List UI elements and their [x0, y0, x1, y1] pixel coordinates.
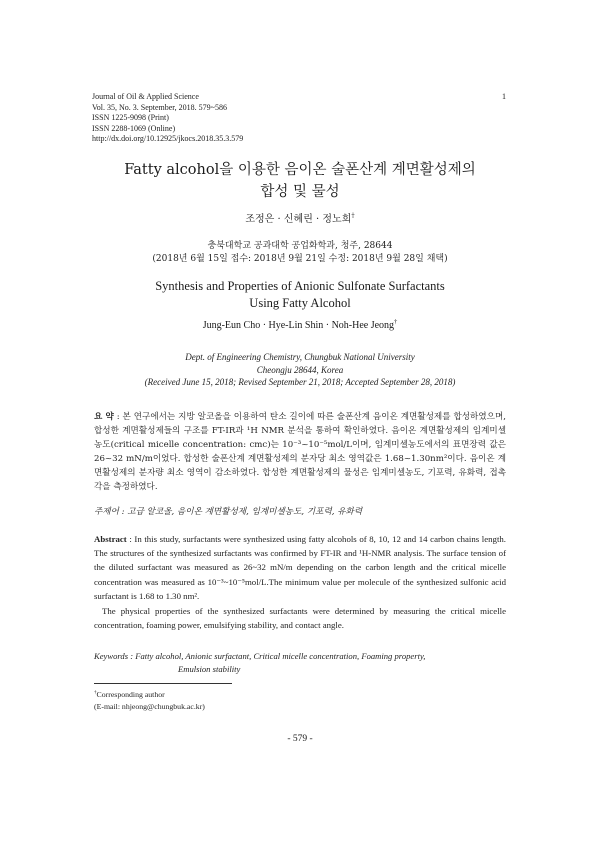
keywords-english-line2: Emulsion stability	[178, 664, 241, 674]
title-english-line2: Using Fatty Alcohol	[249, 296, 351, 310]
doi-link[interactable]: http://dx.doi.org/10.12925/jkocs.2018.35.3.579	[92, 134, 244, 143]
authors-english-text: Jung-Eun Cho · Hye-Lin Shin · Noh-Hee Jeong	[202, 320, 395, 331]
footnote-corresponding: Corresponding author	[96, 690, 165, 699]
abstract-korean-label: 요 약	[94, 412, 114, 422]
abstract-english-para2: The physical properties of the synthesized surfactants were determined by measuring the critical micelle concentration, foaming power, emulsifying stability, and contact angle.	[94, 606, 506, 631]
footnote-divider	[94, 683, 232, 684]
dagger-mark: †	[351, 211, 355, 220]
affiliation-korean-line1: 충북대학교 공과대학 공업화학과, 청주, 28644	[207, 241, 393, 251]
page-footer-number: - 579 -	[287, 734, 313, 744]
authors-korean	[0, 210, 600, 225]
keywords-english-line1: Keywords : Fatty alcohol, Anionic surfactant, Critical micelle concentration, Foaming property,	[94, 651, 426, 661]
abstract-english-label: Abstract	[94, 534, 127, 544]
journal-name: Journal of Oil & Applied Science	[92, 92, 199, 101]
footnote-dagger: †	[94, 689, 97, 696]
keywords-english	[94, 650, 506, 676]
authors-korean-text: 조정은 · 신혜린 · 정노희	[245, 214, 352, 225]
header-page-number: 1	[502, 92, 506, 101]
title-english	[0, 278, 600, 312]
affiliation-english	[0, 351, 600, 389]
title-korean-line2: 합성 및 물성	[260, 184, 340, 200]
affiliation-korean	[0, 240, 600, 266]
abstract-english	[94, 532, 506, 632]
abstract-korean-text: : 본 연구에서는 지방 알코올을 이용하여 탄소 길이에 따른 술폰산계 음이온 계면활성제를 합성하였으며, 합성한 계면활성제들의 구조를 FT-IR과 ¹H NMR 분석을 통하여 확인하였다. 음이온 계면활성제의 임계미셀농도(critical micelle concentration: cmc)는 10⁻³~10⁻⁵mol/L이며, 임계미셀농도에서의 표면장력 값은 26~32 mN/m이었다. 합성한 술폰산계 계면활성제의 분자당 최소 영역값은 1.68~1.30nm²이다. 음이온 계면활성제의 분자량 최소 영역이 감소하였다. 합성한 계면활성제의 물성은 임계미셀농도, 기포력, 유화력, 접촉각을 측정하였다.	[94, 412, 506, 492]
volume-info: Vol. 35, No. 3. September, 2018. 579~586	[92, 102, 227, 112]
title-korean-line1: Fatty alcohol을 이용한 음이온 술폰산계 계면활성제의	[124, 162, 476, 178]
journal-header	[92, 92, 243, 145]
dagger-mark-en: †	[394, 318, 398, 326]
footnote	[94, 689, 205, 713]
title-korean	[0, 159, 600, 203]
footnote-email: (E-mail: nhjeong@chungbuk.ac.kr)	[94, 702, 205, 711]
abstract-korean	[94, 410, 506, 494]
authors-english	[0, 320, 600, 331]
affiliation-english-line2: Cheongju 28644, Korea	[256, 364, 344, 375]
affiliation-korean-line2: (2018년 6월 15일 접수: 2018년 9월 21일 수정: 2018년 9월 28일 채택)	[152, 254, 448, 264]
abstract-english-para1: : In this study, surfactants were synthesized using fatty alcohols of 8, 10, 12 and 14 carbon chains length. The structures of the synthesized surfactants was confirmed by FT-IR and ¹H-NMR analysis. The surface tension of the diluted surfactant was measured as 26~32 mN/m depending on the carbon length and the critical micelle concentration was measured as 10⁻³~10⁻⁵mol/L.The minimum value per molecule of the synthesized sulfonic acid surfactant is 1.68 to 1.30 nm².	[94, 534, 506, 601]
received-dates: (Received June 15, 2018; Revised September 21, 2018; Accepted September 28, 2018)	[144, 377, 456, 387]
affiliation-english-line1: Dept. of Engineering Chemistry, Chungbuk National University	[185, 352, 415, 362]
issn-print: ISSN 1225-9098 (Print)	[92, 113, 169, 122]
keywords-korean: 주제어 : 고급 알코올, 음이온 계면활성제, 임계미셀농도, 기포력, 유화력	[94, 507, 363, 517]
issn-online: ISSN 2288-1069 (Online)	[92, 123, 176, 133]
title-english-line1: Synthesis and Properties of Anionic Sulfonate Surfactants	[155, 279, 445, 293]
